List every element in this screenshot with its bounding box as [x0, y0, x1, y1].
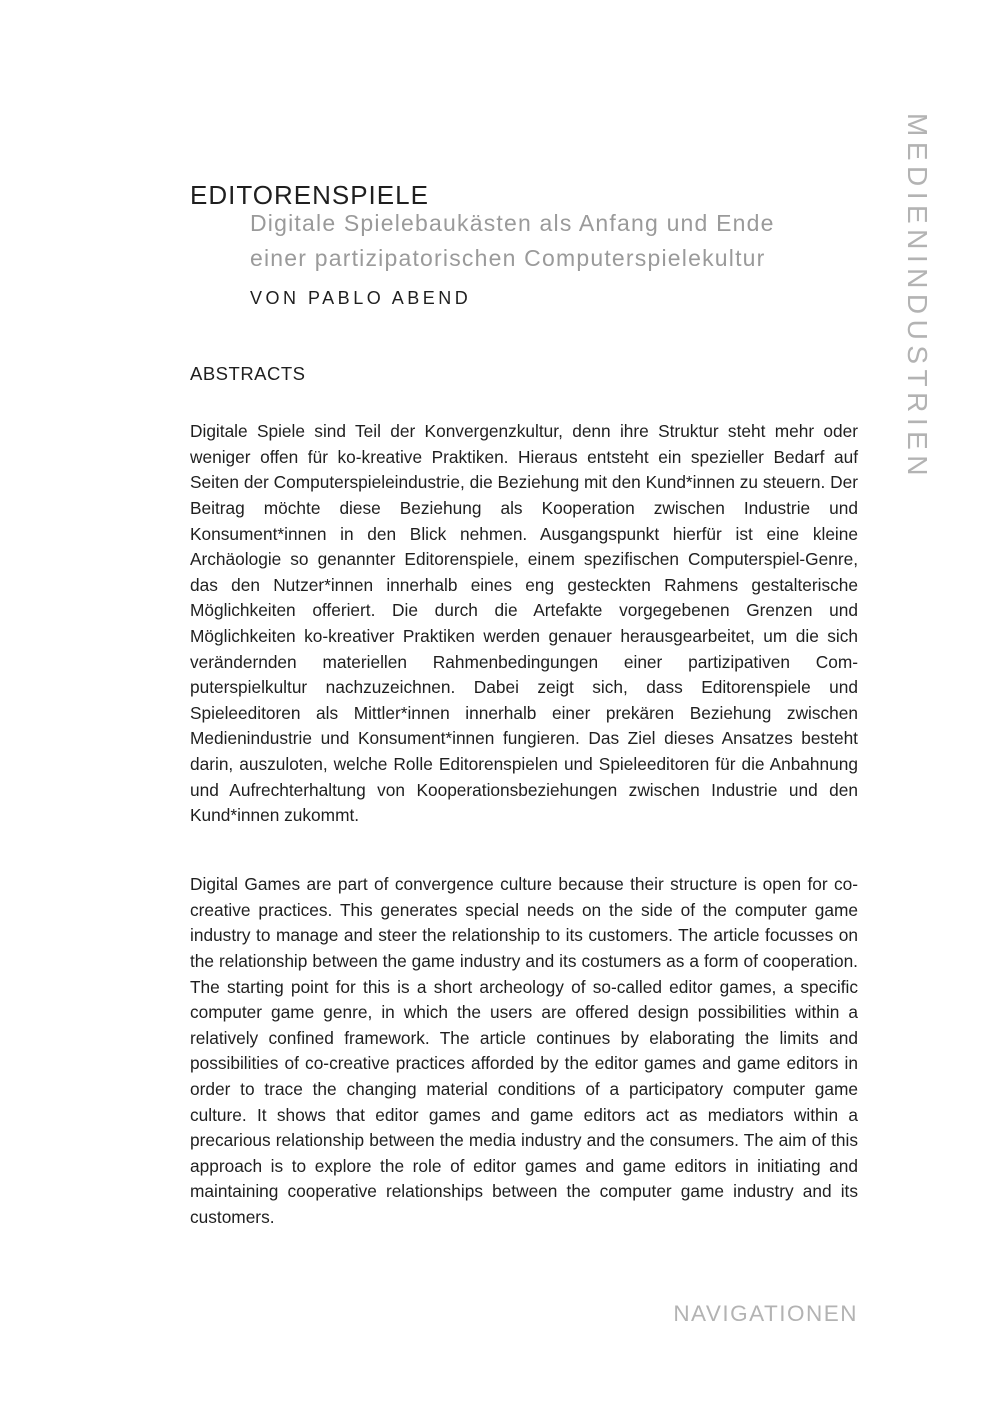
section-vertical-label: MEDIENINDUSTRIEN [902, 113, 933, 482]
journal-footer-brand: NAVIGATIONEN [673, 1301, 858, 1326]
article-subtitle [250, 206, 775, 276]
article-subtitle-line-2: einer partizipatorischen Computerspielekultur [250, 245, 766, 271]
article-subtitle-line-1: Digitale Spielebaukästen als Anfang und Ende [250, 210, 775, 236]
article-author: VON PABLO ABEND [250, 288, 472, 308]
abstracts-heading: ABSTRACTS [190, 363, 306, 384]
article-title: EDITORENSPIELE [190, 180, 429, 211]
abstract-english: Digital Games are part of convergence culture because their structure is open for co-creative practices. This generates special needs on the side of the computer game industry to manage and steer the relationship to its customers. The article focusses on the relationship between the game industry and its costumers as a form of cooperation. The starting point for this is a short archeology of so-called editor games, a specific computer game genre, in which the users are offered design possibilities within a relatively confined framework. The article continues by elaborating the limits and possibilities of co-creative practices afforded by the editor games and game editors in order to trace the changing material conditions of a participatory computer game culture. It shows that editor games and game editors act as mediators within a precarious relationship between the media industry and the consumers. The aim of this approach is to explore the role of editor games and game editors in initiating and maintaining cooperative relationships between the computer game industry and its customers. [190, 874, 858, 1228]
abstract-german: Digitale Spiele sind Teil der Konvergenzkultur, denn ihre Struktur steht mehr oder weniger offen für ko-kreative Praktiken. Hieraus entsteht ein spezieller Bedarf auf Seiten der Computerspieleindustrie, die Beziehung mit den Kund*innen zu steuern. Der Beitrag möchte diese Beziehung als Kooperation zwischen Industrie und Konsument*innen in den Blick nehmen. Ausgangspunkt hierfür ist eine kleine Archäologie so genannter Editorenspiele, einem spezifischen Computerspiel-Genre, das den Nutzer*innen innerhalb eines eng gesteckten Rahmens gestalterische Möglichkeiten offeriert. Die durch die Artefakte vorgegebenen Grenzen und Möglichkeiten ko-kreativer Praktiken werden genauer herausgearbeitet, um die sich verändernden materiellen Rahmenbedingungen einer partizipativen Computerspielkultur nachzuzeichnen. Dabei zeigt sich, dass Editorenspiele und Spieleeditoren als Mittler*innen innerhalb einer prekären Beziehung zwischen Medienindustrie und Konsument*innen fungieren. Das Ziel dieses Ansatzes besteht darin, auszuloten, welche Rolle Editorenspielen und Spieleeditoren für die Anbahnung und Aufrechterhaltung von Kooperationsbeziehungen zwischen Industrie und den Kund*innen zukommt. [190, 421, 858, 826]
